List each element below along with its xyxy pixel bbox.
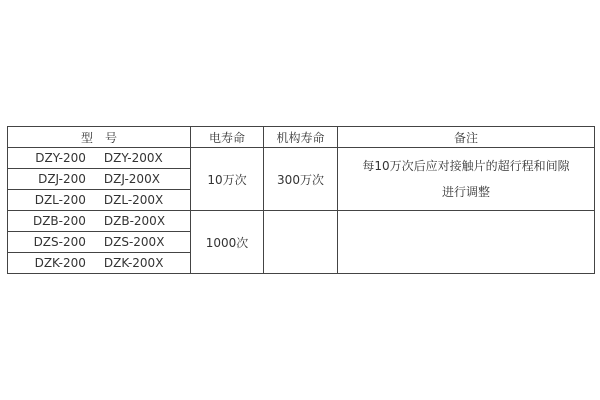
model-a: DZK-200 bbox=[34, 256, 86, 270]
model-cell bbox=[8, 169, 191, 190]
remark-group2-cell bbox=[338, 211, 595, 274]
remark-line-1: 每10万次后应对接触片的超行程和间隙 bbox=[362, 159, 570, 173]
model-cell bbox=[8, 190, 191, 211]
header-row bbox=[8, 127, 595, 148]
electrical-life-column-header: 电寿命 bbox=[191, 127, 264, 148]
model-b: DZY-200X bbox=[103, 151, 163, 165]
model-a: DZB-200 bbox=[32, 214, 86, 228]
model-b: DZJ-200X bbox=[103, 172, 160, 186]
remark-group1-cell bbox=[338, 148, 595, 211]
mechanical-life-column-header: 机构寿命 bbox=[264, 127, 338, 148]
remark-line-2: 进行调整 bbox=[441, 185, 490, 199]
model-column-header: 型 号 bbox=[8, 127, 191, 148]
model-pair bbox=[35, 193, 164, 207]
model-a: DZS-200 bbox=[33, 235, 86, 249]
table-row bbox=[8, 211, 595, 232]
model-b: DZB-200X bbox=[103, 214, 166, 228]
model-pair bbox=[38, 172, 160, 186]
electrical-life-group1-cell: 10万次 bbox=[191, 148, 264, 211]
model-cell bbox=[8, 253, 191, 274]
model-b: DZS-200X bbox=[103, 235, 165, 249]
electrical-life-group2-cell: 1000次 bbox=[191, 211, 264, 274]
model-b: DZL-200X bbox=[103, 193, 164, 207]
model-a: DZY-200 bbox=[35, 151, 86, 165]
spec-table bbox=[7, 126, 595, 274]
model-cell bbox=[8, 232, 191, 253]
model-b: DZK-200X bbox=[103, 256, 164, 270]
model-pair bbox=[35, 256, 164, 270]
remark-column-header: 备注 bbox=[338, 127, 595, 148]
model-a: DZJ-200 bbox=[38, 172, 86, 186]
model-a: DZL-200 bbox=[34, 193, 86, 207]
mechanical-life-group2-cell bbox=[264, 211, 338, 274]
mechanical-life-group1-cell: 300万次 bbox=[264, 148, 338, 211]
model-cell bbox=[8, 211, 191, 232]
table-row bbox=[8, 148, 595, 169]
model-pair bbox=[35, 151, 162, 165]
model-pair bbox=[34, 235, 165, 249]
model-pair bbox=[33, 214, 165, 228]
model-cell bbox=[8, 148, 191, 169]
